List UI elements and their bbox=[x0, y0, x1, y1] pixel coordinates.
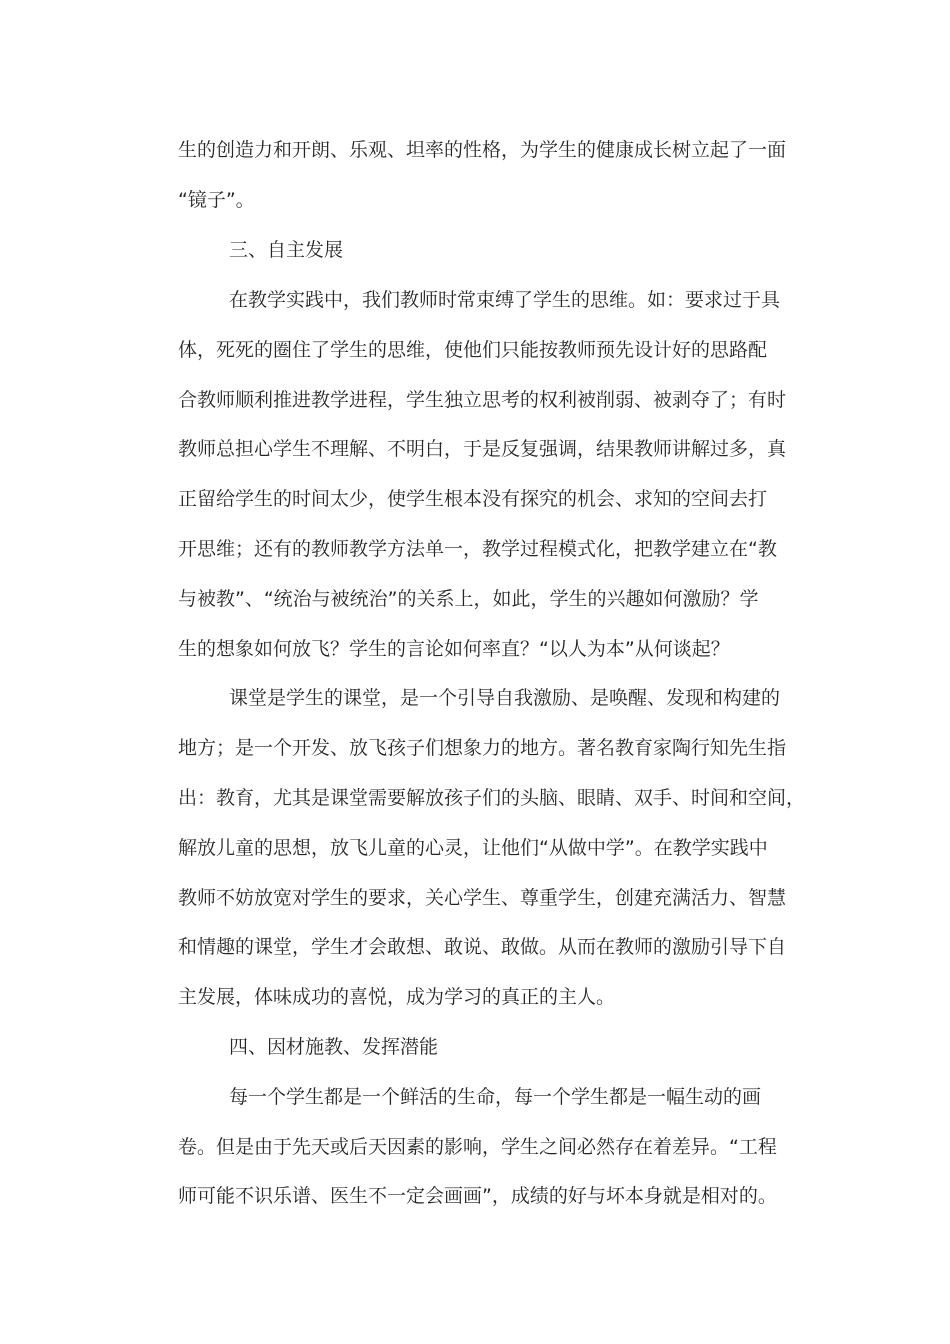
body-line: 生的想象如何放飞？学生的言论如何率直？“以人为本”从何谈起？ bbox=[178, 638, 730, 660]
body-line: 体，死死的圈住了学生的思维，使他们只能按教师预先设计好的思路配 bbox=[178, 339, 768, 361]
body-line: 开思维；还有的教师教学方法单一，教学过程模式化，把教学建立在“教 bbox=[178, 538, 777, 560]
body-line: 生的创造力和开朗、乐观、坦率的性格，为学生的健康成长树立起了一面 bbox=[178, 139, 787, 161]
body-line: 合教师顺利推进教学进程，学生独立思考的权利被削弱、被剥夺了；有时 bbox=[178, 389, 787, 411]
body-line: 出：教育，尤其是课堂需要解放孩子们的头脑、眼睛、双手、时间和空间， bbox=[178, 787, 806, 809]
body-line: 地方；是一个开发、放飞孩子们想象力的地方。著名教育家陶行知先生指 bbox=[178, 737, 787, 759]
body-line: 教师总担心学生不理解、不明白，于是反复强调，结果教师讲解过多，真 bbox=[178, 438, 787, 460]
body-line: 解放儿童的思想，放飞儿童的心灵，让他们“从做中学”。在教学实践中 bbox=[178, 837, 768, 859]
paragraph-first-line: 在教学实践中，我们教师时常束缚了学生的思维。如：要求过于具 bbox=[229, 289, 781, 311]
paragraph-first-line: 每一个学生都是一个鲜活的生命，每一个学生都是一幅生动的画 bbox=[229, 1086, 762, 1108]
body-line: “镜子”。 bbox=[178, 189, 255, 211]
body-line: 卷。但是由于先天或后天因素的影响，学生之间必然存在着差异。“工程 bbox=[178, 1136, 777, 1158]
body-line: 教师不妨放宽对学生的要求，关心学生、尊重学生，创建充满活力、智慧 bbox=[178, 887, 787, 909]
body-line: 与被教”、“统治与被统治”的关系上，如此，学生的兴趣如何激励？学 bbox=[178, 588, 759, 610]
section-heading-four: 四、因材施教、发挥潜能 bbox=[229, 1036, 439, 1058]
body-line: 主发展，体味成功的喜悦，成为学习的真正的主人。 bbox=[178, 986, 616, 1008]
paragraph-first-line: 课堂是学生的课堂，是一个引导自我激励、是唤醒、发现和构建的 bbox=[229, 687, 781, 709]
body-line: 和情趣的课堂，学生才会敢想、敢说、敢做。从而在教师的激励引导下自 bbox=[178, 936, 787, 958]
body-line: 师可能不识乐谱、医生不一定会画画”，成绩的好与坏本身就是相对的。 bbox=[178, 1185, 777, 1207]
body-line: 正留给学生的时间太少，使学生根本没有探究的机会、求知的空间去打 bbox=[178, 488, 768, 510]
section-heading-three: 三、自主发展 bbox=[229, 239, 344, 261]
